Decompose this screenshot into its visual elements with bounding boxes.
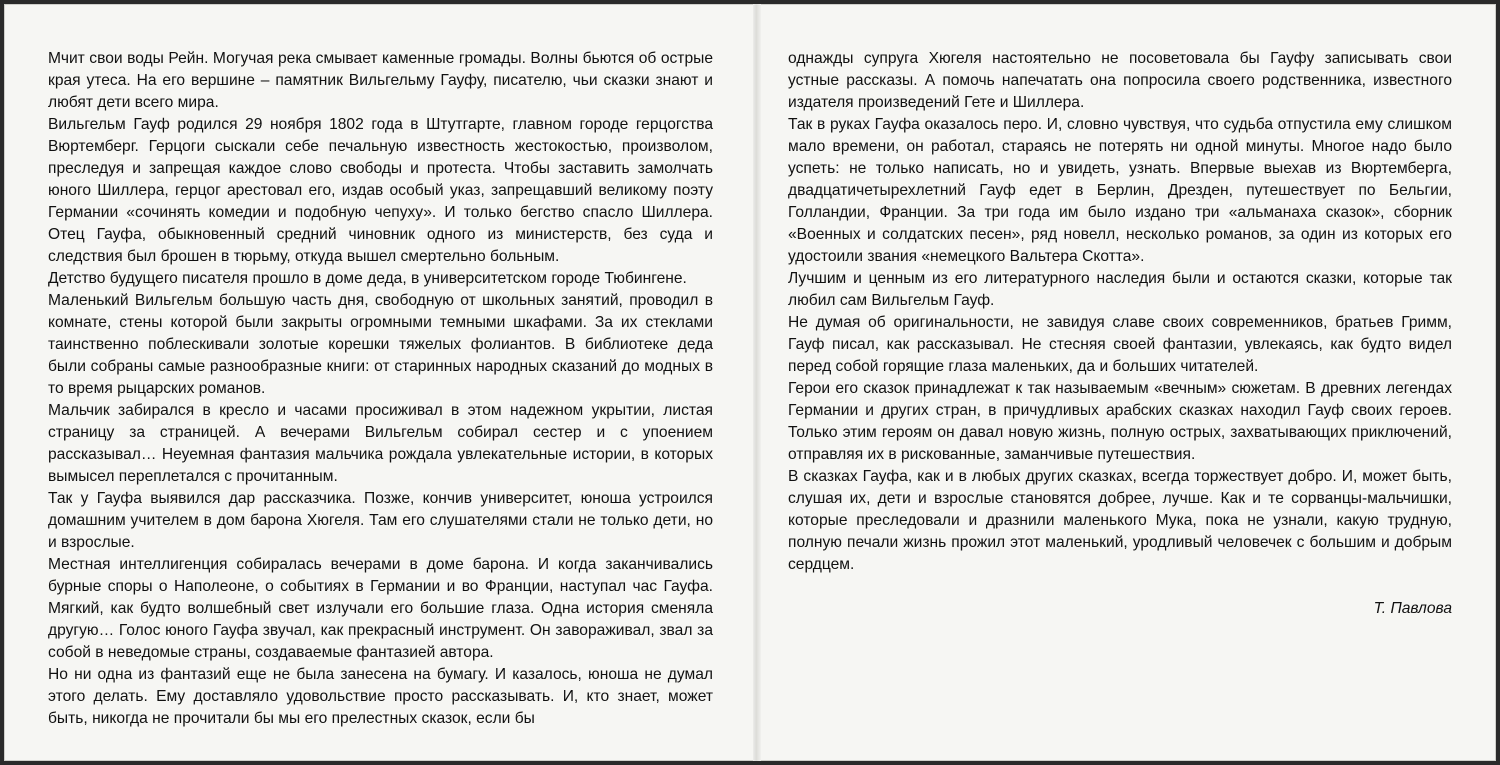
paragraph: Но ни одна из фантазий еще не была занесена на бумагу. И казалось, юноша не думал этого делать. Ему доставляло удовольствие просто рассказывать. И, кто знает, может быть, никогда не прочитали бы мы его прелестных сказок, если бы	[48, 666, 713, 727]
paragraph: Герои его сказок принадлежат к так называемым «вечным» сюжетам. В древних легендах Германии и других стран, в причудливых арабских сказках находил Гауф своих героев. Только этим героям он давал новую жизнь, полную острых, захватывающих приключений, отправляя их в рискованные, заманчивые путешествия.	[788, 380, 1452, 463]
paragraph: Маленький Вильгельм большую часть дня, свободную от школьных занятий, проводил в комнате, стены которой были закрыты огромными темными шкафами. За их стеклами таинственно поблескивали золотые корешки тяжелых фолиантов. В библиотеке деда были собраны самые разнообразные книги: от старинных народных сказаний до модных в то время рыцарских романов.	[48, 292, 713, 397]
paragraph: однажды супруга Хюгеля настоятельно не посоветовала бы Гауфу записывать свои устные рассказы. А помочь напечатать она попросила своего родственника, известного издателя произведений Гете и Шиллера.	[788, 50, 1452, 111]
paragraph: Местная интеллигенция собиралась вечерами в доме барона. И когда заканчивались бурные споры о Наполеоне, о событиях в Германии и во Франции, наступал час Гауфа. Мягкий, как будто волшебный свет излучали его большие глаза. Одна история сменяла другую… Голос юного Гауфа звучал, как прекрасный инструмент. Он завораживал, звал за собой в неведомые страны, создаваемые фантазией автора.	[48, 556, 713, 661]
page-fold	[753, 4, 761, 761]
paragraph: Так у Гауфа выявился дар рассказчика. Позже, кончив университет, юноша устроился домашним учителем в дом барона Хюгеля. Там его слушателями стали не только дети, но и взрослые.	[48, 490, 713, 551]
paragraph: В сказках Гауфа, как и в любых других сказках, всегда торжествует добро. И, может быть, слушая их, дети и взрослые становятся добрее, лучше. Как и те сорванцы-мальчишки, которые преследовали и дразнили маленького Мука, пока не узнали, какую трудную, полную печали жизнь прожил этот маленький, уродливый человечек с большим и добрым сердцем.	[788, 468, 1452, 573]
left-page	[48, 48, 713, 730]
author-signature: Т. Павлова	[1373, 600, 1452, 617]
paragraph: Детство будущего писателя прошло в доме деда, в университетском городе Тюбингене.	[48, 270, 687, 287]
paragraph: Мчит свои воды Рейн. Могучая река смывает каменные громады. Волны бьются об острые края утеса. На его вершине – памятник Вильгельму Гауфу, писателю, чьи сказки знают и любят дети всего мира.	[48, 50, 713, 111]
paragraph: Вильгельм Гауф родился 29 ноября 1802 года в Штутгарте, главном городе герцогства Вюртемберг. Герцоги сыскали себе печальную известность жестокостью, произволом, преследуя и запрещая каждое слово свободы и протеста. Чтобы заставить замолчать юного Шиллера, герцог арестовал его, издав особый указ, запрещавший великому поэту Германии «сочинять комедии и подобную чепуху». И только бегство спасло Шиллера. Отец Гауфа, обыкновенный средний чиновник одного из министерств, без суда и следствия был брошен в тюрьму, откуда вышел смертельно больным.	[48, 116, 713, 265]
paragraph: Не думая об оригинальности, не завидуя славе своих современников, братьев Гримм, Гауф писал, как рассказывал. Не стесняя своей фантазии, увлекаясь, как будто видел перед собой горящие глаза маленьких, да и больших читателей.	[788, 314, 1452, 375]
paragraph: Так в руках Гауфа оказалось перо. И, словно чувствуя, что судьба отпустила ему слишком мало времени, он работал, стараясь не потерять ни одной минуты. Многое надо было успеть: не только написать, но и увидеть, узнать. Впервые выехав из Вюртемберга, двадцатичетырехлетний Гауф едет в Берлин, Дрезден, путешествует по Бельгии, Голландии, Франции. За три года им было издано три «альманаха сказок», сборник «Военных и солдатских песен», ряд новелл, несколько романов, за один из которых его удостоили звания «немецкого Вальтера Скотта».	[788, 116, 1452, 265]
paragraph: Мальчик забирался в кресло и часами просиживал в этом надежном укрытии, листая страницу за страницей. А вечерами Вильгельм собирал сестер и с упоением рассказывал… Неуемная фантазия мальчика рождала увлекательные истории, в которых вымысел переплетался с прочитанным.	[48, 402, 713, 485]
booklet-spread	[4, 4, 1496, 761]
right-page	[788, 48, 1452, 620]
paragraph: Лучшим и ценным из его литературного наследия были и остаются сказки, которые так любил сам Вильгельм Гауф.	[788, 270, 1452, 309]
